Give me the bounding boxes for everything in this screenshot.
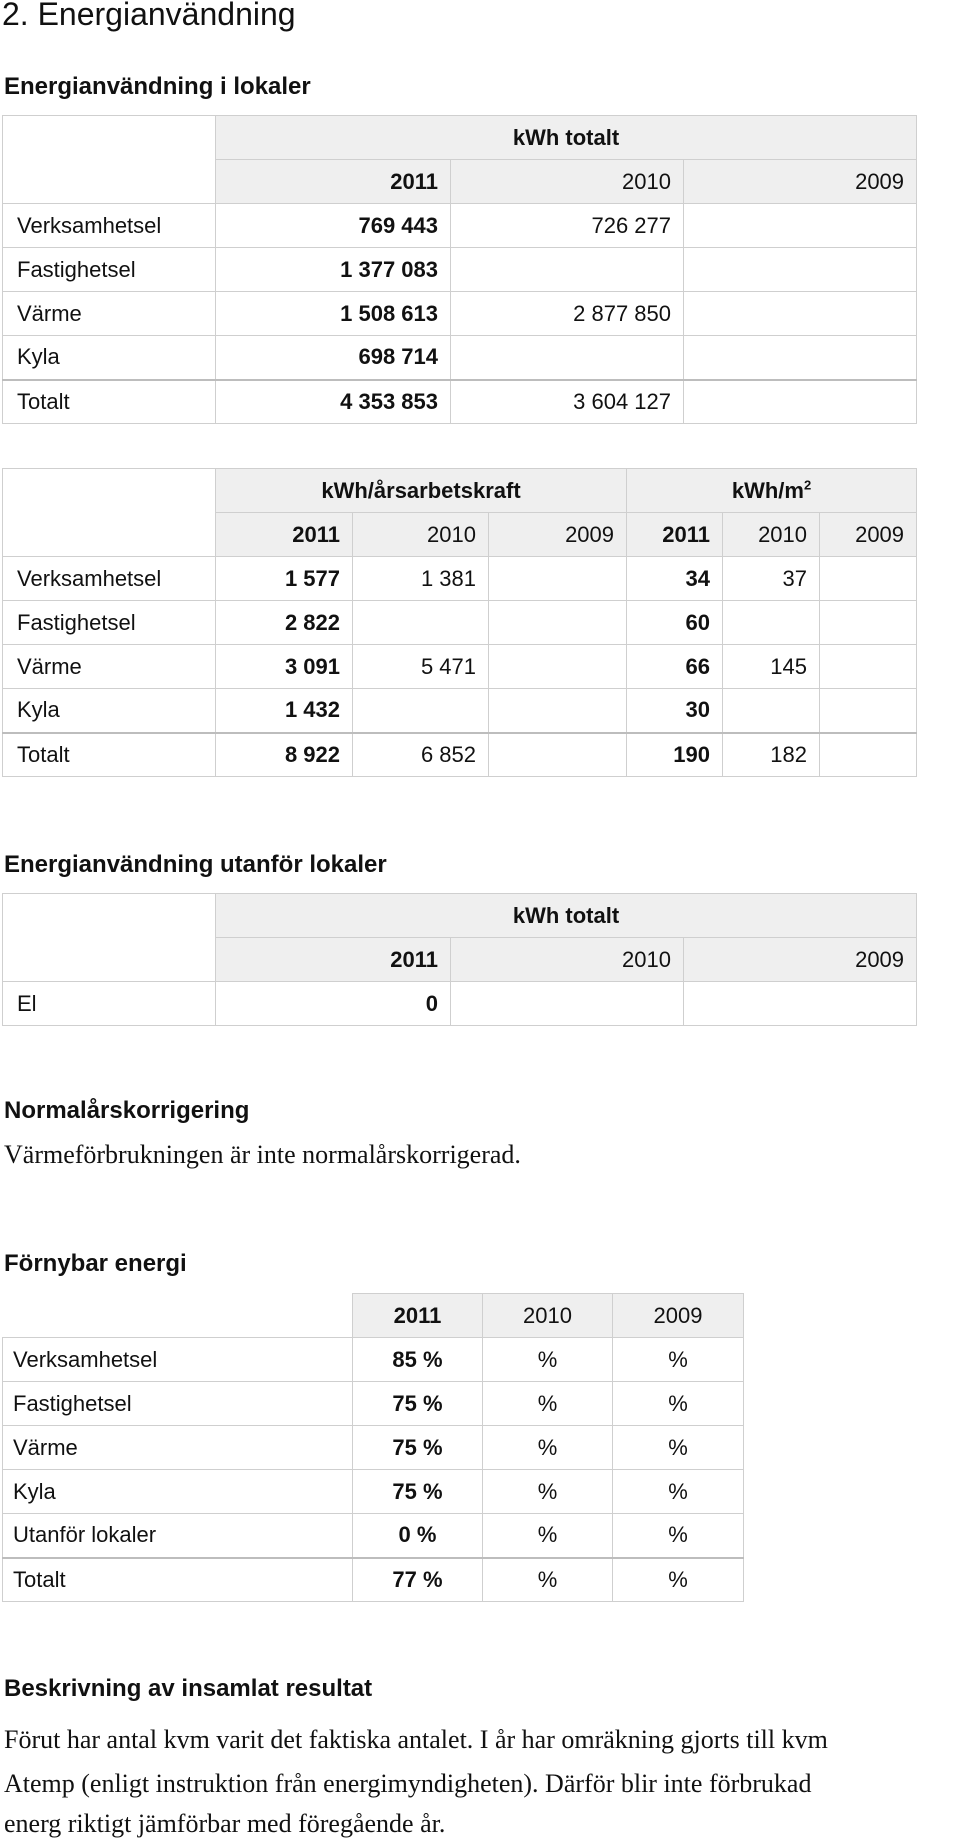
table-fornybar bbox=[2, 1293, 744, 1602]
cell-value bbox=[489, 645, 627, 689]
cell-value bbox=[684, 204, 917, 248]
cell-value: 6 852 bbox=[353, 733, 489, 777]
row-label: Utanför lokaler bbox=[3, 1514, 353, 1558]
cell-value: 75 % bbox=[353, 1470, 483, 1514]
cell-value: 1 577 bbox=[216, 557, 353, 601]
table-row bbox=[3, 557, 917, 601]
year-header: 2011 bbox=[216, 160, 451, 204]
year-header: 2009 bbox=[489, 513, 627, 557]
cell-value: % bbox=[483, 1558, 613, 1602]
cell-value: % bbox=[613, 1426, 744, 1470]
cell-value: 2 877 850 bbox=[451, 292, 684, 336]
cell-value: 698 714 bbox=[216, 336, 451, 380]
caption-per-employee: kWh/årsarbetskraft bbox=[216, 469, 627, 513]
cell-value bbox=[489, 557, 627, 601]
cell-value: 769 443 bbox=[216, 204, 451, 248]
cell-value bbox=[684, 336, 917, 380]
table-caption: kWh totalt bbox=[216, 116, 917, 160]
cell-value: % bbox=[483, 1382, 613, 1426]
row-label: Fastighetsel bbox=[3, 1382, 353, 1426]
year-header: 2011 bbox=[216, 938, 451, 982]
table-caption: kWh totalt bbox=[216, 894, 917, 938]
year-header: 2010 bbox=[451, 160, 684, 204]
section-heading-beskrivning: Beskrivning av insamlat resultat bbox=[4, 1675, 373, 1702]
cell-value: 1 432 bbox=[216, 689, 353, 733]
cell-value bbox=[820, 733, 917, 777]
section-heading-lokaler: Energianvändning i lokaler bbox=[4, 73, 311, 100]
table-row bbox=[3, 248, 917, 292]
table-row bbox=[3, 645, 917, 689]
cell-value: % bbox=[483, 1514, 613, 1558]
cell-value: 1 508 613 bbox=[216, 292, 451, 336]
year-header: 2010 bbox=[483, 1294, 613, 1338]
year-header: 2010 bbox=[451, 938, 684, 982]
page-title: 2. Energianvändning bbox=[2, 0, 296, 32]
year-header: 2009 bbox=[613, 1294, 744, 1338]
cell-value: 4 353 853 bbox=[216, 380, 451, 424]
cell-value bbox=[451, 248, 684, 292]
row-label: Totalt bbox=[3, 380, 216, 424]
section-heading-normal: Normalårskorrigering bbox=[4, 1097, 250, 1124]
cell-value: % bbox=[613, 1558, 744, 1602]
year-header: 2011 bbox=[353, 1294, 483, 1338]
cell-value: 30 bbox=[627, 689, 723, 733]
cell-value: % bbox=[483, 1470, 613, 1514]
row-label: Kyla bbox=[3, 689, 216, 733]
row-label: Värme bbox=[3, 1426, 353, 1470]
year-header: 2009 bbox=[684, 938, 917, 982]
row-label: Kyla bbox=[3, 336, 216, 380]
row-label: Verksamhetsel bbox=[3, 557, 216, 601]
cell-value: 37 bbox=[723, 557, 820, 601]
cell-value bbox=[684, 982, 917, 1026]
table-row bbox=[3, 1470, 744, 1514]
section-heading-fornybar: Förnybar energi bbox=[4, 1250, 187, 1277]
table-row bbox=[3, 1426, 744, 1470]
table-row bbox=[3, 689, 917, 733]
cell-value: % bbox=[613, 1470, 744, 1514]
row-label: Totalt bbox=[3, 733, 216, 777]
row-label: Värme bbox=[3, 292, 216, 336]
table-row bbox=[3, 1514, 744, 1558]
cell-value: 34 bbox=[627, 557, 723, 601]
cell-value: 2 822 bbox=[216, 601, 353, 645]
cell-value: % bbox=[613, 1514, 744, 1558]
cell-value bbox=[684, 292, 917, 336]
table-row bbox=[3, 1382, 744, 1426]
cell-value bbox=[820, 557, 917, 601]
cell-value bbox=[451, 982, 684, 1026]
table-corner bbox=[3, 469, 216, 513]
row-label: Kyla bbox=[3, 1470, 353, 1514]
cell-value: 5 471 bbox=[353, 645, 489, 689]
cell-value bbox=[723, 601, 820, 645]
table-kwh-totalt bbox=[2, 115, 917, 424]
caption-per-m2 bbox=[627, 469, 917, 513]
row-label: Verksamhetsel bbox=[3, 1338, 353, 1382]
cell-value: 0 bbox=[216, 982, 451, 1026]
cell-value bbox=[820, 601, 917, 645]
cell-value bbox=[353, 601, 489, 645]
cell-value: % bbox=[483, 1338, 613, 1382]
table-row-total bbox=[3, 733, 917, 777]
beskrivning-line: energ riktigt jämförbar med föregående år. bbox=[4, 1809, 446, 1838]
cell-value: 145 bbox=[723, 645, 820, 689]
section-heading-utanfor: Energianvändning utanför lokaler bbox=[4, 851, 387, 878]
year-header: 2011 bbox=[216, 513, 353, 557]
cell-value bbox=[684, 380, 917, 424]
year-header: 2009 bbox=[684, 160, 917, 204]
cell-value: 190 bbox=[627, 733, 723, 777]
year-header: 2011 bbox=[627, 513, 723, 557]
table-corner bbox=[3, 894, 216, 938]
cell-value: 66 bbox=[627, 645, 723, 689]
table-row bbox=[3, 292, 917, 336]
row-label: Totalt bbox=[3, 1558, 353, 1602]
row-label: Värme bbox=[3, 645, 216, 689]
cell-value bbox=[353, 689, 489, 733]
table-row bbox=[3, 1338, 744, 1382]
cell-value: 1 381 bbox=[353, 557, 489, 601]
year-header: 2009 bbox=[820, 513, 917, 557]
cell-value: 77 % bbox=[353, 1558, 483, 1602]
row-label: Fastighetsel bbox=[3, 248, 216, 292]
table-row bbox=[3, 336, 917, 380]
cell-value: 3 604 127 bbox=[451, 380, 684, 424]
row-label: El bbox=[3, 982, 216, 1026]
cell-value: 726 277 bbox=[451, 204, 684, 248]
cell-value: 75 % bbox=[353, 1382, 483, 1426]
year-header: 2010 bbox=[723, 513, 820, 557]
cell-value: 8 922 bbox=[216, 733, 353, 777]
table-kwh-per-unit bbox=[2, 468, 917, 777]
cell-value bbox=[684, 248, 917, 292]
cell-value bbox=[489, 733, 627, 777]
row-label: Verksamhetsel bbox=[3, 204, 216, 248]
cell-value: 60 bbox=[627, 601, 723, 645]
cell-value: 75 % bbox=[353, 1426, 483, 1470]
cell-value: 3 091 bbox=[216, 645, 353, 689]
year-header: 2010 bbox=[353, 513, 489, 557]
cell-value: 1 377 083 bbox=[216, 248, 451, 292]
cell-value: % bbox=[613, 1382, 744, 1426]
cell-value: % bbox=[483, 1426, 613, 1470]
caption-per-m2-sup: 2 bbox=[803, 477, 812, 493]
cell-value bbox=[489, 689, 627, 733]
table-row bbox=[3, 601, 917, 645]
beskrivning-line: Atemp (enligt instruktion från energimyndigheten). Därför blir inte förbrukad bbox=[4, 1769, 812, 1798]
normal-text: Värmeförbrukningen är inte normalårskorrigerad. bbox=[4, 1140, 521, 1169]
cell-value: 0 % bbox=[353, 1514, 483, 1558]
cell-value: 85 % bbox=[353, 1338, 483, 1382]
cell-value: 182 bbox=[723, 733, 820, 777]
table-row bbox=[3, 982, 917, 1026]
beskrivning-line: Förut har antal kvm varit det faktiska antalet. I år har omräkning gjorts till kvm bbox=[4, 1725, 828, 1754]
table-utanfor bbox=[2, 893, 917, 1026]
table-row-total bbox=[3, 380, 917, 424]
table-corner bbox=[3, 116, 216, 160]
cell-value bbox=[820, 689, 917, 733]
table-row-total bbox=[3, 1558, 744, 1602]
cell-value bbox=[489, 601, 627, 645]
cell-value bbox=[451, 336, 684, 380]
cell-value bbox=[723, 689, 820, 733]
caption-per-m2-text: kWh/m bbox=[731, 477, 804, 503]
table-row bbox=[3, 204, 917, 248]
cell-value: % bbox=[613, 1338, 744, 1382]
row-label: Fastighetsel bbox=[3, 601, 216, 645]
cell-value bbox=[820, 645, 917, 689]
